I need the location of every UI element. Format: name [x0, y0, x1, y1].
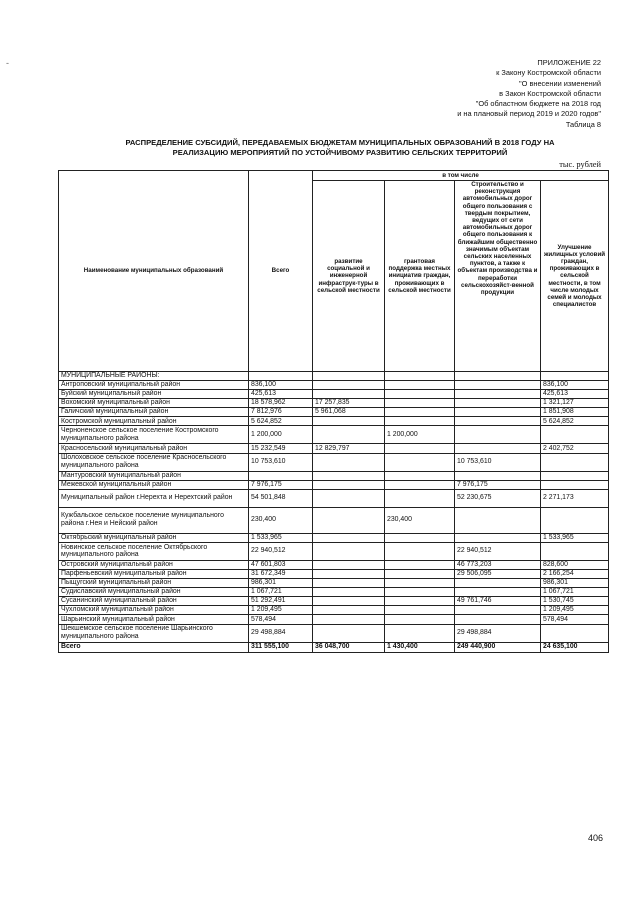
section-label: МУНИЦИПАЛЬНЫЕ РАЙОНЫ:	[59, 372, 249, 381]
cell-c2	[385, 606, 455, 615]
total-c4: 24 635,100	[541, 642, 609, 652]
total-c1: 36 048,700	[313, 642, 385, 652]
table-row	[59, 471, 609, 480]
cell-total: 51 292,491	[249, 597, 313, 606]
column-header-grant-support: грантовая поддержка местных инициатив граждан, проживающих в сельской местности	[385, 181, 455, 372]
municipality-name: Шекшемское сельское поселение Шарьинского муниципального района	[59, 624, 249, 642]
cell-c2	[385, 533, 455, 542]
table-row	[59, 579, 609, 588]
total-total: 311 555,100	[249, 642, 313, 652]
cell-total: 31 672,349	[249, 569, 313, 578]
cell-c3	[455, 417, 541, 426]
cell-c4: 1 209,495	[541, 606, 609, 615]
cell-c3	[455, 615, 541, 624]
cell-c1	[313, 615, 385, 624]
cell-total: 578,494	[249, 615, 313, 624]
cell-c2	[385, 444, 455, 453]
cell-total	[249, 471, 313, 480]
cell-c2	[385, 471, 455, 480]
municipality-name: Буйский муниципальный район	[59, 390, 249, 399]
table-row	[59, 399, 609, 408]
cell-c1	[313, 453, 385, 471]
cell-total: 5 624,852	[249, 417, 313, 426]
cell-total: 22 940,512	[249, 542, 313, 560]
cell-total: 1 200,000	[249, 426, 313, 444]
municipality-name: Костромской муниципальный район	[59, 417, 249, 426]
cell-c2: 1 200,000	[385, 426, 455, 444]
cell-c4: 1 533,965	[541, 533, 609, 542]
cell-total: 10 753,610	[249, 453, 313, 471]
header-line: в Закон Костромской области	[499, 88, 601, 98]
column-header-total: Всего	[249, 171, 313, 372]
table-row	[59, 489, 609, 507]
municipality-name: Черноненское сельское поселение Костромского муниципального района	[59, 426, 249, 444]
table-row	[59, 381, 609, 390]
header-line: "О внесении изменений	[519, 78, 601, 88]
municipality-name: Октябрьский муниципальный район	[59, 533, 249, 542]
cell-c3	[455, 507, 541, 533]
municipality-name: Галичский муниципальный район	[59, 408, 249, 417]
table-row	[59, 606, 609, 615]
cell-c3: 22 940,512	[455, 542, 541, 560]
cell-c2	[385, 560, 455, 569]
cell-total: 29 498,884	[249, 624, 313, 642]
table-row	[59, 624, 609, 642]
municipality-name: Чухломский муниципальный район	[59, 606, 249, 615]
cell-c4: 836,100	[541, 381, 609, 390]
header-line: и на плановый период 2019 и 2020 годов"	[457, 109, 601, 119]
cell-c1	[313, 560, 385, 569]
municipality-name: Пыщугский муниципальный район	[59, 579, 249, 588]
cell-c4	[541, 624, 609, 642]
cell-total: 230,400	[249, 507, 313, 533]
cell-c3	[455, 408, 541, 417]
municipality-name: Новинское сельское поселение Октябрьского муниципального района	[59, 542, 249, 560]
municipality-name: Сусанинский муниципальный район	[59, 597, 249, 606]
cell-c1	[313, 417, 385, 426]
total-label: Всего	[59, 642, 249, 652]
cell-c1	[313, 597, 385, 606]
cell-total: 7 976,175	[249, 480, 313, 489]
municipality-name: Шолоховское сельское поселение Красносельского муниципального района	[59, 453, 249, 471]
municipality-name: Островский муниципальный район	[59, 560, 249, 569]
table-row	[59, 444, 609, 453]
cell-c4: 5 624,852	[541, 417, 609, 426]
municipality-name: Судиславский муниципальный район	[59, 588, 249, 597]
cell-c3	[455, 381, 541, 390]
table-row	[59, 408, 609, 417]
cell-c3	[455, 606, 541, 615]
cell-c4: 1 851,908	[541, 408, 609, 417]
cell-c1: 5 961,068	[313, 408, 385, 417]
column-header-housing: Улучшение жилищных условий граждан, проживающих в сельской местности, в том числе молодых семей и молодых специалистов	[541, 181, 609, 372]
table-row	[59, 597, 609, 606]
cell-c1	[313, 426, 385, 444]
table-row	[59, 560, 609, 569]
cell-c1: 12 829,797	[313, 444, 385, 453]
cell-total: 7 812,976	[249, 408, 313, 417]
cell-c1: 17 257,835	[313, 399, 385, 408]
cell-c4: 1 321,127	[541, 399, 609, 408]
header-line: ПРИЛОЖЕНИЕ 22	[537, 58, 601, 67]
cell-c3: 29 498,884	[455, 624, 541, 642]
header-line: "Об областном бюджете на 2018 год	[475, 99, 601, 109]
cell-c4	[541, 542, 609, 560]
cell-c4: 2 271,173	[541, 489, 609, 507]
cell-c2	[385, 408, 455, 417]
municipality-name: Шарьинский муниципальный район	[59, 615, 249, 624]
municipality-name: Муниципальный район г.Нерехта и Нерехтский район	[59, 489, 249, 507]
column-header-social-infrastructure: развитие социальной и инженерной инфраструк-туры в сельской местности	[313, 181, 385, 372]
column-group-header: в том числе	[313, 171, 609, 181]
cell-c1	[313, 624, 385, 642]
municipality-name: Красносельский муниципальный район	[59, 444, 249, 453]
cell-c2	[385, 542, 455, 560]
cell-c4	[541, 426, 609, 444]
municipality-name: Парфеньевский муниципальный район	[59, 569, 249, 578]
cell-c4	[541, 471, 609, 480]
cell-c4: 828,600	[541, 560, 609, 569]
cell-c3	[455, 426, 541, 444]
appendix-header	[341, 58, 601, 130]
cell-c3	[455, 471, 541, 480]
cell-c4: 2 402,752	[541, 444, 609, 453]
cell-total: 986,301	[249, 579, 313, 588]
table-number: Таблица 8	[565, 119, 601, 129]
cell-c1	[313, 471, 385, 480]
cell-c1	[313, 606, 385, 615]
cell-c3	[455, 579, 541, 588]
cell-total: 425,613	[249, 390, 313, 399]
total-c2: 1 430,400	[385, 642, 455, 652]
municipality-name: Кужбальское сельское поселение муниципального района г.Нея и Нейский район	[59, 507, 249, 533]
unit-label: тыс. рублей	[559, 160, 601, 169]
cell-c2	[385, 390, 455, 399]
cell-c1	[313, 381, 385, 390]
table-row	[59, 426, 609, 444]
municipality-name: Антроповский муниципальный район	[59, 381, 249, 390]
cell-c2	[385, 624, 455, 642]
cell-c4: 425,613	[541, 390, 609, 399]
title-line-2: РЕАЛИЗАЦИЮ МЕРОПРИЯТИЙ ПО УСТОЙЧИВОМУ РАЗВИТИЮ СЕЛЬСКИХ ТЕРРИТОРИЙ	[172, 148, 508, 157]
table-row	[59, 390, 609, 399]
cell-total: 836,100	[249, 381, 313, 390]
cell-c4: 1 067,721	[541, 588, 609, 597]
title-line-1: РАСПРЕДЕЛЕНИЕ СУБСИДИЙ, ПЕРЕДАВАЕМЫХ БЮДЖЕТАМ МУНИЦИПАЛЬНЫХ ОБРАЗОВАНИЙ В 2018 ГОДУ НА	[125, 138, 555, 147]
cell-total: 47 601,803	[249, 560, 313, 569]
cell-c1	[313, 507, 385, 533]
margin-mark: -	[6, 58, 9, 68]
cell-c1	[313, 390, 385, 399]
total-c3: 249 440,900	[455, 642, 541, 652]
cell-c2	[385, 579, 455, 588]
cell-total: 54 501,848	[249, 489, 313, 507]
table-row	[59, 588, 609, 597]
cell-c4	[541, 480, 609, 489]
column-header-name: Наименование муниципальных образований	[59, 171, 249, 372]
header-line: к Закону Костромской области	[496, 68, 601, 78]
table-row	[59, 417, 609, 426]
cell-c2	[385, 399, 455, 408]
cell-c4: 578,494	[541, 615, 609, 624]
table-row	[59, 507, 609, 533]
cell-c2	[385, 453, 455, 471]
cell-c4: 2 166,254	[541, 569, 609, 578]
table-row	[59, 542, 609, 560]
page-number: 406	[587, 833, 603, 843]
cell-c4	[541, 453, 609, 471]
column-header-road-construction: Строительство и реконструкция автомобильных дорог общего пользования с твердым покрытием, ведущих от сети автомобильных дорог общего пользования к ближайшим общественно значимым объектам сельских населенных пунктов, а также к объектам производства и переработки сельскохозяйст-венной продукции	[455, 181, 541, 372]
municipality-name: Вохомский муниципальный район	[59, 399, 249, 408]
table-row	[59, 533, 609, 542]
cell-total: 1 209,495	[249, 606, 313, 615]
cell-c2	[385, 615, 455, 624]
cell-c2	[385, 588, 455, 597]
cell-c4	[541, 507, 609, 533]
cell-c2	[385, 381, 455, 390]
cell-c3: 29 506,095	[455, 569, 541, 578]
cell-c4: 986,301	[541, 579, 609, 588]
cell-c2	[385, 489, 455, 507]
table-row	[59, 615, 609, 624]
cell-c1	[313, 480, 385, 489]
cell-total: 18 578,962	[249, 399, 313, 408]
subsidy-table	[58, 170, 609, 653]
cell-c3	[455, 444, 541, 453]
cell-total: 1 067,721	[249, 588, 313, 597]
cell-c3: 46 773,203	[455, 560, 541, 569]
cell-c2	[385, 480, 455, 489]
cell-c3	[455, 390, 541, 399]
municipality-name: Межевской муниципальный район	[59, 480, 249, 489]
cell-c3: 52 230,675	[455, 489, 541, 507]
cell-c3: 7 976,175	[455, 480, 541, 489]
total-row	[59, 642, 609, 652]
cell-c4: 1 530,745	[541, 597, 609, 606]
cell-c1	[313, 489, 385, 507]
cell-c2	[385, 597, 455, 606]
cell-c1	[313, 569, 385, 578]
cell-total: 1 533,965	[249, 533, 313, 542]
cell-c2: 230,400	[385, 507, 455, 533]
municipality-name: Мантуровский муниципальный район	[59, 471, 249, 480]
table-row	[59, 480, 609, 489]
cell-c1	[313, 588, 385, 597]
cell-c1	[313, 533, 385, 542]
cell-c2	[385, 569, 455, 578]
cell-c3: 10 753,610	[455, 453, 541, 471]
table-row	[59, 453, 609, 471]
cell-c1	[313, 579, 385, 588]
document-title	[60, 138, 620, 158]
cell-c3: 49 761,746	[455, 597, 541, 606]
table-row	[59, 569, 609, 578]
cell-c3	[455, 399, 541, 408]
cell-c3	[455, 533, 541, 542]
cell-c2	[385, 417, 455, 426]
cell-total: 15 232,549	[249, 444, 313, 453]
cell-c3	[455, 588, 541, 597]
cell-c1	[313, 542, 385, 560]
